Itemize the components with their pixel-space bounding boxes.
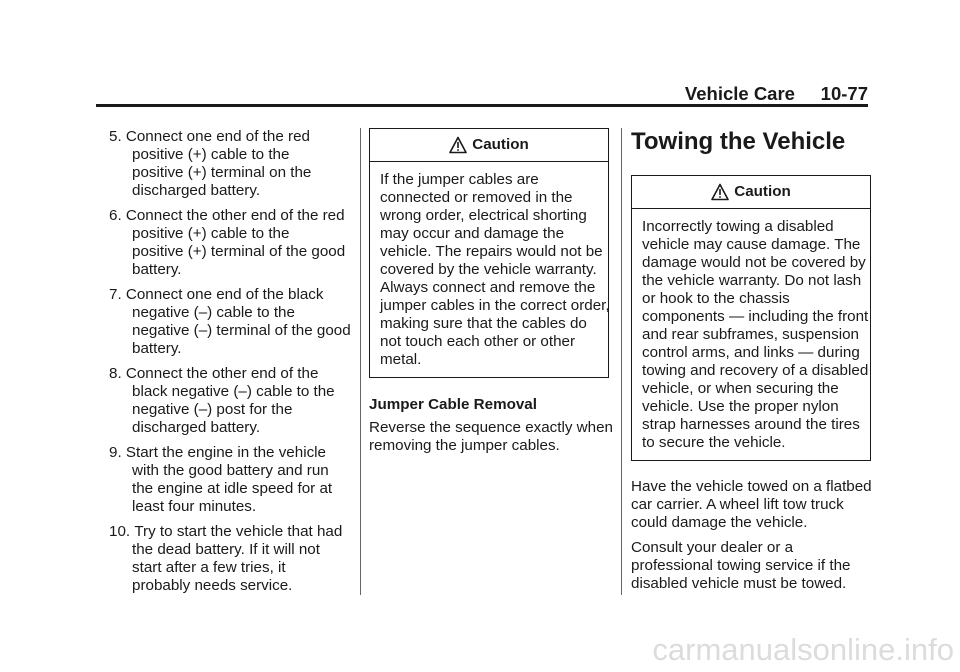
paragraph: [631, 539, 871, 593]
caution-heading: [370, 129, 608, 162]
text-line: with the good battery and run: [132, 462, 329, 479]
text-line: Connect one end of the red: [125, 128, 310, 145]
text-line: discharged battery.: [132, 419, 261, 436]
paragraph: [369, 419, 613, 455]
step-item: [109, 286, 353, 358]
step-number: 6.: [109, 207, 126, 224]
column-divider: [621, 128, 622, 595]
right-paragraphs: [631, 478, 871, 593]
caution-heading: [632, 176, 870, 209]
text-line: making sure that the cables do: [380, 315, 587, 332]
step-text: [109, 286, 351, 358]
header-section: Vehicle Care: [684, 83, 795, 104]
text-line: strap harnesses around the tires: [642, 416, 860, 433]
page-header: [0, 83, 868, 105]
text-line: not touch each other or other: [380, 333, 576, 350]
column-divider: [360, 128, 361, 595]
section-title: Towing the Vehicle: [631, 128, 846, 155]
subheading: Jumper Cable Removal: [369, 396, 537, 413]
text-line: removing the jumper cables.: [369, 437, 560, 454]
header-page-number: 10-77: [820, 83, 868, 104]
step-item: [109, 207, 353, 279]
text-line: could damage the vehicle.: [631, 514, 808, 531]
text-line: negative (–) terminal of the good: [132, 322, 351, 339]
text-line: Consult your dealer or a: [631, 539, 794, 556]
caution-box: [631, 175, 871, 461]
text-line: the dead battery. If it will not: [132, 541, 320, 558]
text-line: If the jumper cables are: [380, 171, 539, 188]
step-item: [109, 365, 353, 437]
caution-box: [369, 128, 609, 378]
text-line: damage would not be covered by: [642, 254, 866, 271]
text-line: may occur and damage the: [380, 225, 565, 242]
text-line: car carrier. A wheel lift tow truck: [631, 496, 844, 513]
text-line: positive (+) cable to the: [132, 146, 290, 163]
text-line: the vehicle warranty. Do not lash: [642, 272, 862, 289]
step-text: [109, 365, 335, 437]
left-column: [109, 128, 353, 602]
caution-text: [370, 162, 608, 377]
text-line: connected or removed in the: [380, 189, 573, 206]
text-line: Incorrectly towing a disabled: [642, 218, 834, 235]
text-line: Start the engine in the vehicle: [125, 444, 326, 461]
text-line: professional towing service if the: [631, 557, 851, 574]
text-line: battery.: [132, 340, 182, 357]
step-text: [109, 207, 345, 279]
step-item: [109, 128, 353, 200]
text-line: wrong order, electrical shorting: [380, 207, 587, 224]
text-line: to secure the vehicle.: [642, 434, 786, 451]
caution-triangle-icon: [449, 136, 467, 154]
caution-text: [632, 209, 870, 460]
text-line: vehicle. The repairs would not be: [380, 243, 603, 260]
caution-heading-text: Caution: [472, 136, 529, 153]
paragraph: [631, 478, 871, 532]
step-number: 10.: [109, 523, 135, 540]
text-line: jumper cables in the correct order,: [380, 297, 610, 314]
text-line: start after a few tries, it: [132, 559, 286, 576]
caution-triangle-icon: [711, 183, 729, 201]
step-number: 8.: [109, 365, 126, 382]
caution-heading-text: Caution: [734, 183, 791, 200]
text-line: towing and recovery of a disabled: [642, 362, 869, 379]
step-text: [109, 444, 332, 516]
text-line: Have the vehicle towed on a flatbed: [631, 478, 872, 495]
text-line: probably needs service.: [132, 577, 293, 594]
text-line: Always connect and remove the: [380, 279, 596, 296]
jump-start-steps: [109, 128, 353, 595]
watermark: carmanualsonline.info: [652, 632, 954, 667]
text-line: black negative (–) cable to the: [132, 383, 335, 400]
text-line: positive (+) cable to the: [132, 225, 290, 242]
step-text: [109, 128, 311, 200]
right-column: [631, 128, 871, 600]
step-number: 7.: [109, 286, 126, 303]
step-number: 5.: [109, 128, 126, 145]
text-line: Connect the other end of the: [125, 365, 319, 382]
text-line: Try to start the vehicle that had: [134, 523, 343, 540]
text-line: disabled vehicle must be towed.: [631, 575, 847, 592]
step-text: [109, 523, 342, 595]
text-line: metal.: [380, 351, 422, 368]
text-line: Connect one end of the black: [125, 286, 324, 303]
text-line: the engine at idle speed for at: [132, 480, 333, 497]
text-line: discharged battery.: [132, 182, 261, 199]
text-line: negative (–) cable to the: [132, 304, 295, 321]
text-line: covered by the vehicle warranty.: [380, 261, 597, 278]
text-line: Connect the other end of the red: [125, 207, 345, 224]
text-line: vehicle. Use the proper nylon: [642, 398, 839, 415]
text-line: positive (+) terminal on the: [132, 164, 312, 181]
text-line: and rear subframes, suspension: [642, 326, 859, 343]
step-item: [109, 444, 353, 516]
header-rule: [96, 104, 868, 107]
text-line: positive (+) terminal of the good: [132, 243, 346, 260]
text-line: components — including the front: [642, 308, 869, 325]
text-line: vehicle, or when securing the: [642, 380, 839, 397]
text-line: control arms, and links — during: [642, 344, 860, 361]
text-line: battery.: [132, 261, 182, 278]
text-line: least four minutes.: [132, 498, 257, 515]
text-line: or hook to the chassis: [642, 290, 790, 307]
text-line: negative (–) post for the: [132, 401, 293, 418]
step-number: 9.: [109, 444, 126, 461]
middle-column: [369, 128, 613, 462]
step-item: [109, 523, 353, 595]
text-line: vehicle may cause damage. The: [642, 236, 861, 253]
text-line: Reverse the sequence exactly when: [369, 419, 613, 436]
